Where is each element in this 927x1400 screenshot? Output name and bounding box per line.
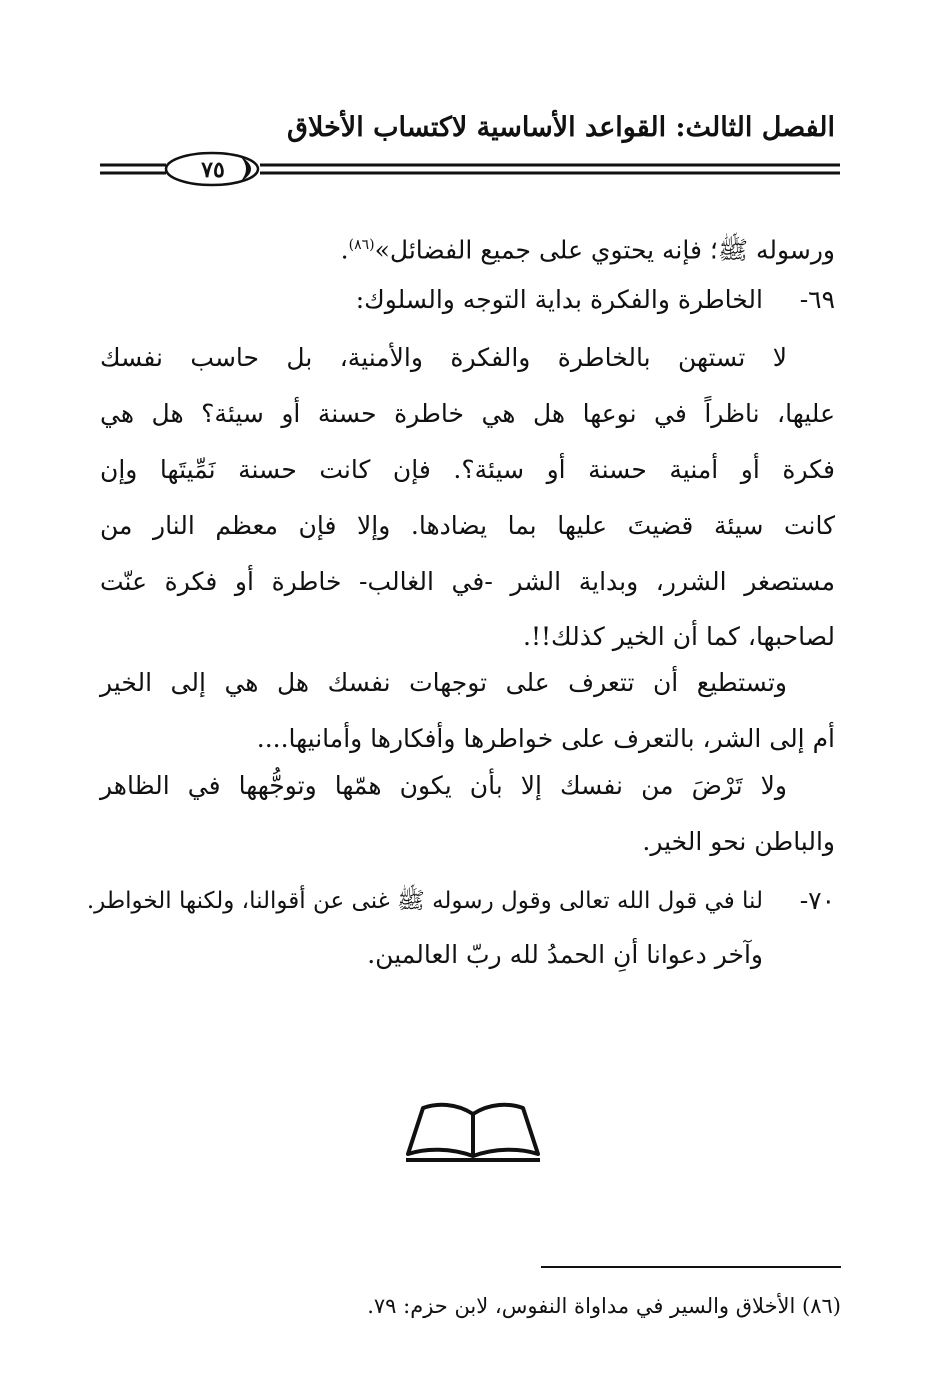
paragraph-line: لا تستهن بالخاطرة والفكرة والأمنية، بل حاسب نفسك [100, 343, 787, 372]
open-book-icon [404, 1100, 542, 1162]
paragraph-line: عليها، ناظراً في نوعها هل هي خاطرة حسنة أو سيئة؟ هل هي [100, 399, 835, 428]
item-number: ٦٩- [799, 285, 835, 314]
paragraph-line: مستصغر الشرر، وبداية الشر -في الغالب- خاطرة أو فكرة عنّت [100, 567, 835, 596]
footnote-rule [541, 1266, 841, 1268]
item-text: لنا في قول الله تعالى وقول رسوله ﷺ غنى عن أقوالنا، ولكنها الخواطر. [86, 888, 763, 914]
paragraph-line: وتستطيع أن تتعرف على توجهات نفسك هل هي إلى الخير [100, 668, 787, 697]
paragraph-line: فكرة أو أمنية حسنة أو سيئة؟. فإن كانت حسنة نَمِّيتَها وإن [100, 455, 835, 484]
closing-line: وآخر دعوانا أنِ الحمدُ لله ربّ العالمين. [367, 940, 763, 969]
footnote: (٨٦) الأخلاق والسير في مداواة النفوس، لابن حزم: ٧٩. [367, 1294, 841, 1318]
paragraph-line: ولا تَرْضَ من نفسك إلا بأن يكون همّها وتوجُّهها في الظاهر [100, 771, 787, 800]
item-number: ٧٠- [799, 886, 835, 915]
paragraph-line: لصاحبها، كما أن الخير كذلك!!. [523, 622, 835, 651]
page-number: ٧٥ [201, 157, 225, 183]
text-fragment: . [340, 235, 349, 265]
footnote-ref: (٨٦) [348, 237, 375, 253]
paragraph-line: والباطن نحو الخير. [642, 827, 835, 856]
paragraph-line: كانت سيئة قضيتَ عليها بما يضادها. وإلا فإن معظم النار من [100, 511, 835, 540]
item-70 [86, 881, 835, 921]
text-fragment: ورسوله ﷺ؛ فإنه يحتوي على جميع الفضائل» [374, 235, 835, 265]
text-line [100, 225, 835, 265]
paragraph-line: أم إلى الشر، بالتعرف على خواطرها وأفكارها وأمانيها.... [256, 724, 835, 753]
item-69-heading [100, 280, 835, 320]
running-header: الفصل الثالث: القواعد الأساسية لاكتساب الأخلاق [287, 112, 835, 143]
item-title: الخاطرة والفكرة بداية التوجه والسلوك: [355, 285, 763, 314]
